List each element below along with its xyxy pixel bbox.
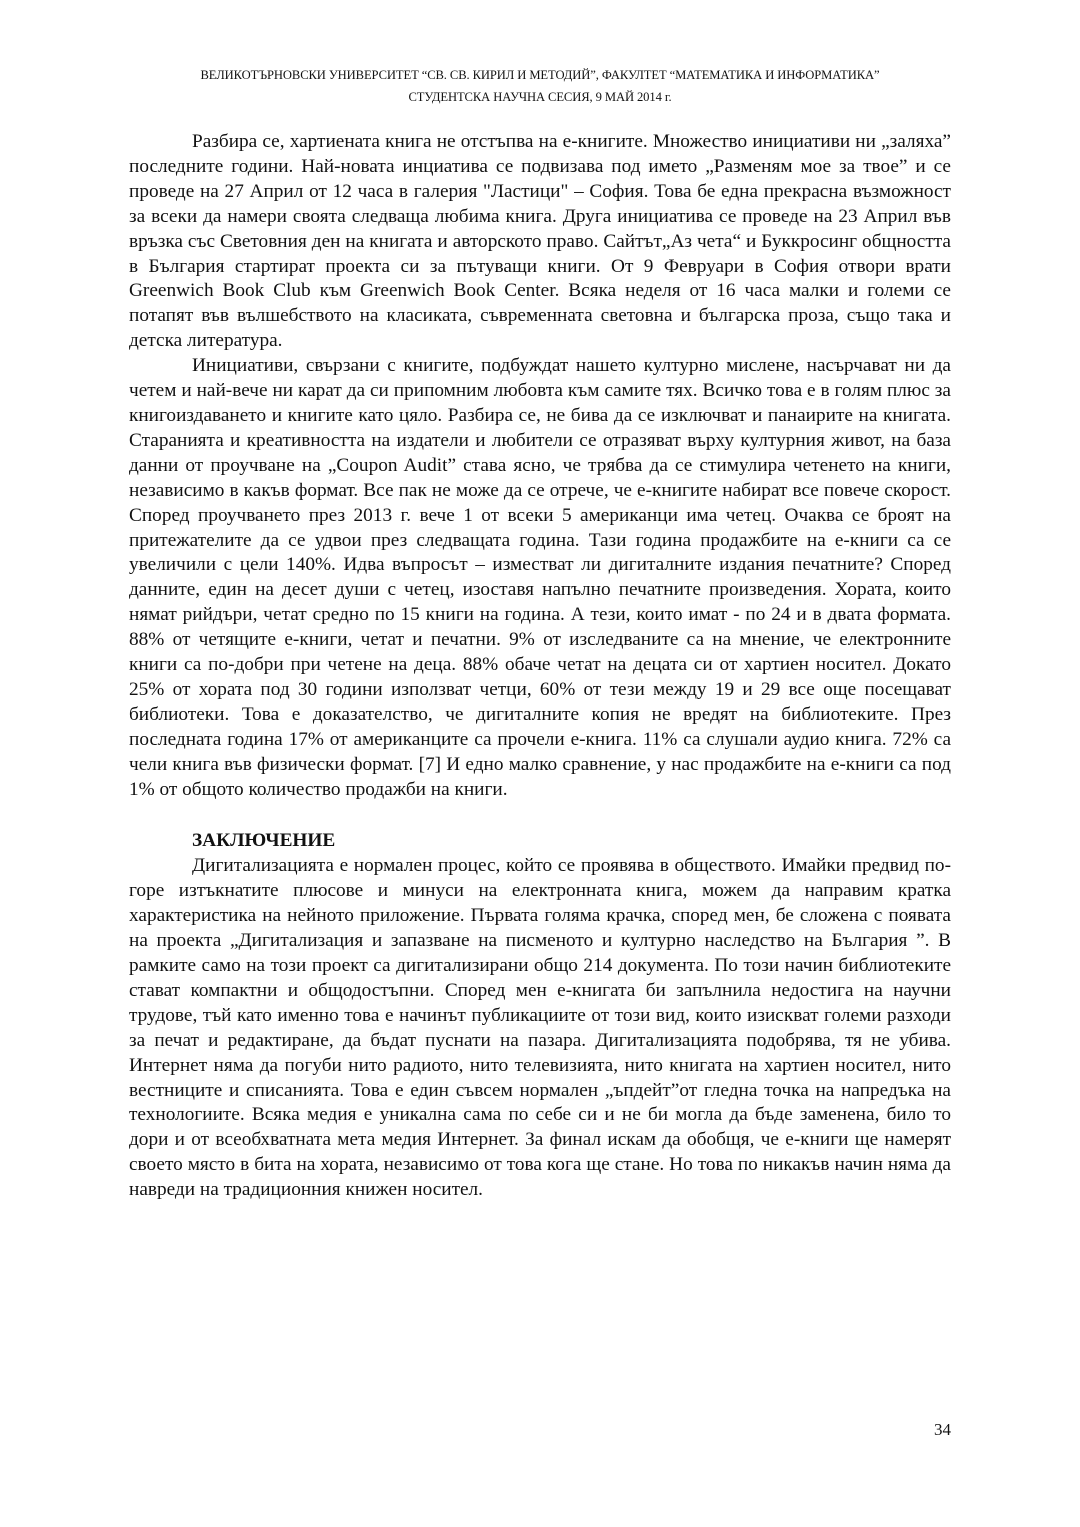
header-session-line: СТУДЕНТСКА НАУЧНА СЕСИЯ, 9 МАЙ 2014 г.	[408, 90, 672, 104]
page-body	[129, 130, 951, 1203]
header-university-line: ВЕЛИКОТЪРНОВСКИ УНИВЕРСИТЕТ “СВ. СВ. КИРИЛ И МЕТОДИЙ”, ФАКУЛТЕТ “МАТЕМАТИКА И ИНФОРМАТИКА”	[200, 68, 880, 82]
body-paragraph-statistics: Инициативи, свързани с книгите, подбуждат нашето културно мислене, насърчават ни да четем и най-вече ни карат да си припомним любовта към самите тях. Всичко това е в голям плюс за книгоиздаването и книгите като цяло. Разбира се, не бива да се изключват и панаирите на книгата. Старанията и креативността на издатели и любители се отразяват върху културния живот, на база данни от проучване на „Coupon Audit” става ясно, че трябва да се стимулира четенето на книги, независимо в какъв формат. Все пак не може да се отрече, че е-книгите набират все повече скорост. Според проучването през 2013 г. вече 1 от всеки 5 американци има четец. Очаква се броят на притежателите да се удвои през следващата година. Тази година продажбите на е-книги са се увеличили с цели 140%. Идва въпросът – изместват ли дигиталните издания печатните? Според данните, един на десет души с четец, изоставя напълно печатните произведения. Хората, които нямат рийдъри, четат средно по 15 книги на година. А тези, които имат - по 24 и в двата формата. 88% от четящите е-книги, четат и печатни. 9% от изследваните са на мнение, че електронните книги са по-добри при четене на деца. 88% обаче четат на децата си от хартиен носител. Докато 25% от хората под 30 години използват четци, 60% от тези между 19 и 29 все още посещават библиотеки. Това е доказателство, че дигиталните копия не вредят на библиотеките. През последната година 17% от американците са прочели е-книга. 11% са слушали аудио книга. 72% са чели книга във физически формат. [7] И едно малко сравнение, у нас продажбите на е-книги са под 1% от общото количество продажби на книги.	[129, 355, 951, 800]
page-number: 34	[934, 1420, 951, 1439]
body-paragraph-initiatives: Разбира се, хартиената книга не отстъпва на е-книгите. Множество инициативи ни „заляха” последните години. Най-новата инциатива се подвизава под името „Разменям мое за твое” и се проведе на 27 Април от 12 часа в галерия "Ластици" – София. Това бе една прекрасна възможност за всеки да намери своята следваща любима книга. Друга инициатива се проведе на 23 Април във връзка със Световния ден на книгата и авторското право. Сайтът„Аз чета“ и Буккросинг общността в България стартират проекта си за пътуващи книги. От 9 Февруари в София отвори врати Greenwich Book Club към Greenwich Book Center. Всяка неделя от 16 часа малки и големи се потапят във вълшебството на класиката, съвременната световна и българска проза, също така и детска литература.	[129, 131, 951, 352]
conclusion-heading: ЗАКЛЮЧЕНИЕ	[192, 830, 336, 852]
running-header	[0, 64, 1080, 108]
conclusion-paragraph: Дигитализацията е нормален процес, който се проявява в обществото. Имайки предвид по-горе изтъкнатите плюсове и минуси на електронната книга, можем да направим кратка характеристика на нейното приложение. Първата голяма крачка, според мен, бе сложена с появата на проекта „Дигитализация и запазване на писменото и културно наследство на България ”. В рамките само на този проект са дигитализирани общо 214 документа. По този начин библиотеките стават компактни и общодостъпни. Според мен е-книгата би запълнила недостига на научни трудове, тъй като именно това е начинът публикациите от този вид, които изискват големи разходи за печат и редактиране, да бъдат пуснати на пазара. Дигитализацията подобрява, тя не убива. Интернет няма да погуби нито радиото, нито телевизията, нито книгата на хартиен носител, нито вестниците и списанията. Това е един съвсем нормален „ъпдейт”от гледна точка на напредъка на технологиите. Всяка медия е уникална сама по себе си и не би могла да бъде заменена, било то дори и от всеобхватната мета медия Интернет. За финал искам да обобщя, че е-книги ще намерят своето място в бита на хората, независимо от това кога ще стане. Но това по никакъв начин няма да навреди на традиционния книжен носител.	[129, 855, 951, 1201]
